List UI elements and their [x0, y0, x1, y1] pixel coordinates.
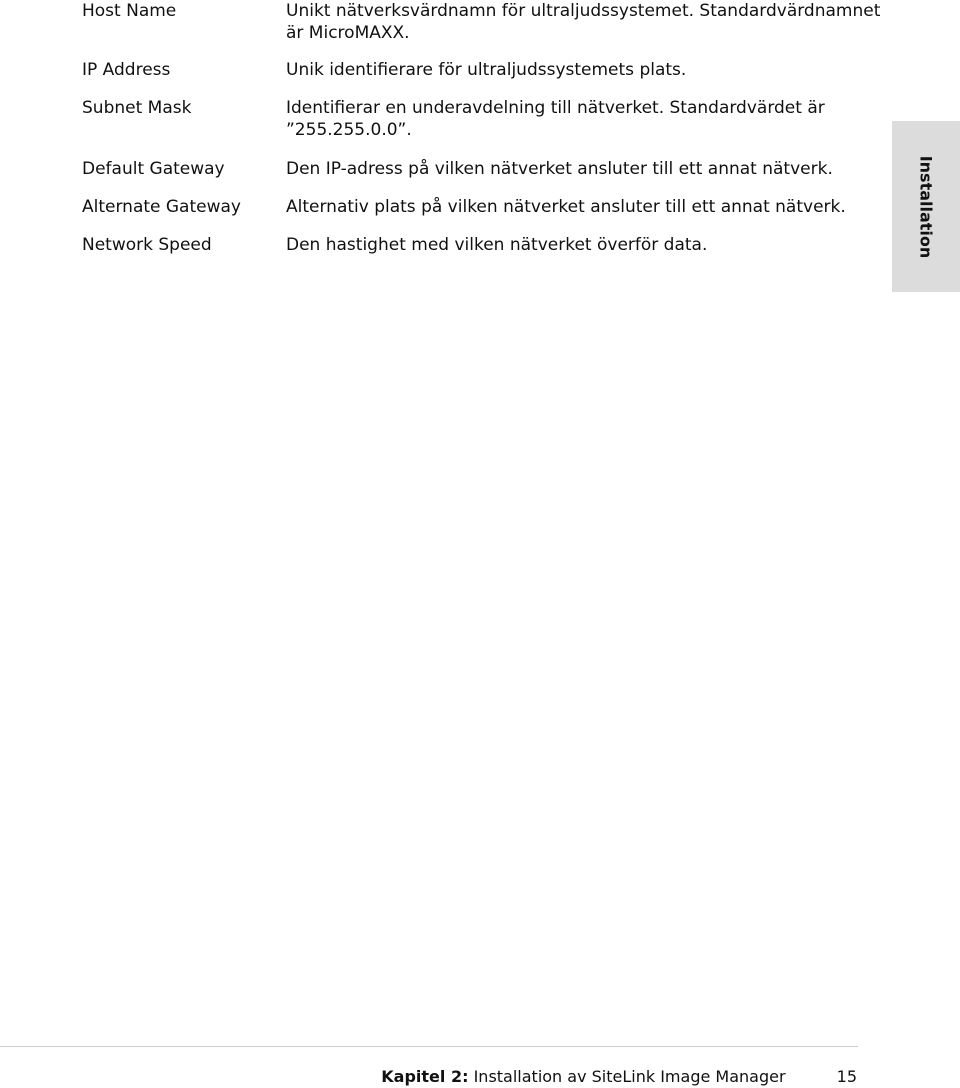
- footer-chapter-title: Installation av SiteLink Image Manager: [473, 1067, 786, 1086]
- footer-rule: [0, 1046, 858, 1047]
- page-footer: [381, 1067, 857, 1087]
- page-number: 15: [836, 1067, 857, 1086]
- desc-line: ”255.255.0.0”.: [286, 120, 412, 140]
- section-side-tab: [892, 121, 960, 292]
- desc-alternate-gateway: [286, 196, 846, 218]
- desc-ip-address: [286, 59, 846, 81]
- term-alternate-gateway: Alternate Gateway: [82, 197, 241, 217]
- desc-line: Identifierar en underavdelning till nätverket. Standardvärdet är: [286, 98, 825, 118]
- desc-line: Alternativ plats på vilken nätverket ansluter till ett annat nätverk.: [286, 197, 846, 217]
- desc-line: Unikt nätverksvärdnamn för ultraljudssystemet. Standardvärdnamnet: [286, 1, 881, 21]
- desc-line: är MicroMAXX.: [286, 23, 410, 43]
- term-network-speed: Network Speed: [82, 235, 212, 255]
- desc-network-speed: [286, 234, 846, 256]
- desc-line: Den hastighet med vilken nätverket överför data.: [286, 235, 708, 255]
- term-subnet-mask: Subnet Mask: [82, 98, 192, 118]
- term-default-gateway: Default Gateway: [82, 159, 225, 179]
- term-ip-address: IP Address: [82, 60, 171, 80]
- side-tab-label: Installation: [916, 155, 936, 258]
- desc-default-gateway: [286, 158, 846, 180]
- desc-host-name: [286, 0, 881, 44]
- desc-line: Den IP-adress på vilken nätverket ansluter till ett annat nätverk.: [286, 159, 833, 179]
- desc-subnet-mask: [286, 97, 846, 141]
- desc-line: Unik identifierare för ultraljudssystemets plats.: [286, 60, 687, 80]
- footer-chapter-label: Kapitel 2:: [381, 1067, 469, 1086]
- term-host-name: Host Name: [82, 1, 177, 21]
